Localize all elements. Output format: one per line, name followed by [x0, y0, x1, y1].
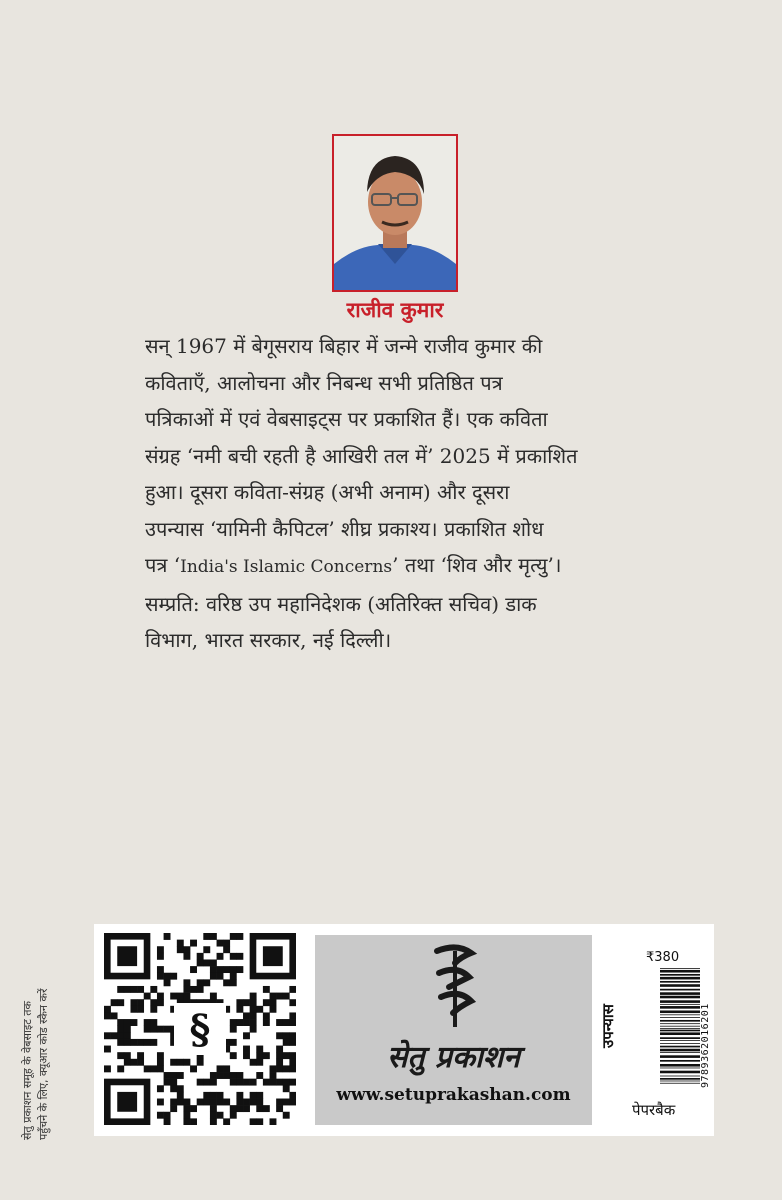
publisher-url[interactable]: www.setuprakashan.com — [336, 1085, 571, 1105]
bio-line: संग्रह ‘नमी बची रहती है आखिरी तल में’ 2025 में प्रकाशित — [145, 443, 578, 468]
bio-prefix: पत्र ‘ — [145, 553, 181, 577]
bio-line: पत्रिकाओं में एवं वेबसाइट्स पर प्रकाशित हैं। एक कविता — [145, 407, 548, 431]
publisher-name: सेतु प्रकाशन — [387, 1040, 520, 1075]
qr-note — [20, 920, 52, 1140]
bio-line: कविताएँ, आलोचना और निबन्ध सभी प्रतिष्ठित पत्र — [145, 370, 503, 395]
bio-line: हुआ। दूसरा कविता-संग्रह (अभी अनाम) और दूसरा — [145, 480, 510, 504]
price: ₹380 — [646, 950, 680, 965]
qr-code[interactable] — [104, 933, 296, 1125]
genre-label: उपन्यास — [599, 1004, 617, 1048]
author-photo — [332, 134, 458, 292]
qr-note-line: सेतु प्रकाशन समूह के वेबसाइट तक — [21, 1001, 34, 1140]
svg-text:§: § — [189, 1006, 211, 1053]
barcode-icon — [660, 966, 700, 1086]
bio-line: सन् 1967 में बेगूसराय बिहार में जन्मे राजीव कुमार की — [145, 334, 543, 358]
bio-line — [145, 547, 639, 586]
format-label: पेपरबैक — [632, 1101, 676, 1119]
bio-line: सम्प्रति: वरिष्ठ उप महानिदेशक (अतिरिक्त सचिव) डाक — [145, 591, 537, 616]
author-name: राजीव कुमार — [346, 297, 444, 322]
publisher-logo-box — [315, 935, 592, 1125]
author-bio — [145, 328, 639, 659]
isbn-number: 9789362016201 — [700, 1003, 711, 1088]
bio-line: विभाग, भारत सरकार, नई दिल्ली। — [145, 628, 392, 652]
bio-line: उपन्यास ‘यामिनी कैपिटल’ शीघ्र प्रकाश्य। प्रकाशित शोध — [145, 516, 544, 541]
qr-note-line: पहुँचने के लिए, क्यूआर कोड स्कैन करें — [37, 988, 50, 1140]
bio-suffix: ’ तथा ‘शिव और मृत्यु’। — [392, 553, 562, 577]
qr-code-icon — [104, 933, 296, 1125]
research-paper-title: India's Islamic Concerns — [180, 557, 393, 577]
author-portrait-icon — [334, 136, 456, 290]
setu-logo-icon — [427, 943, 483, 1033]
